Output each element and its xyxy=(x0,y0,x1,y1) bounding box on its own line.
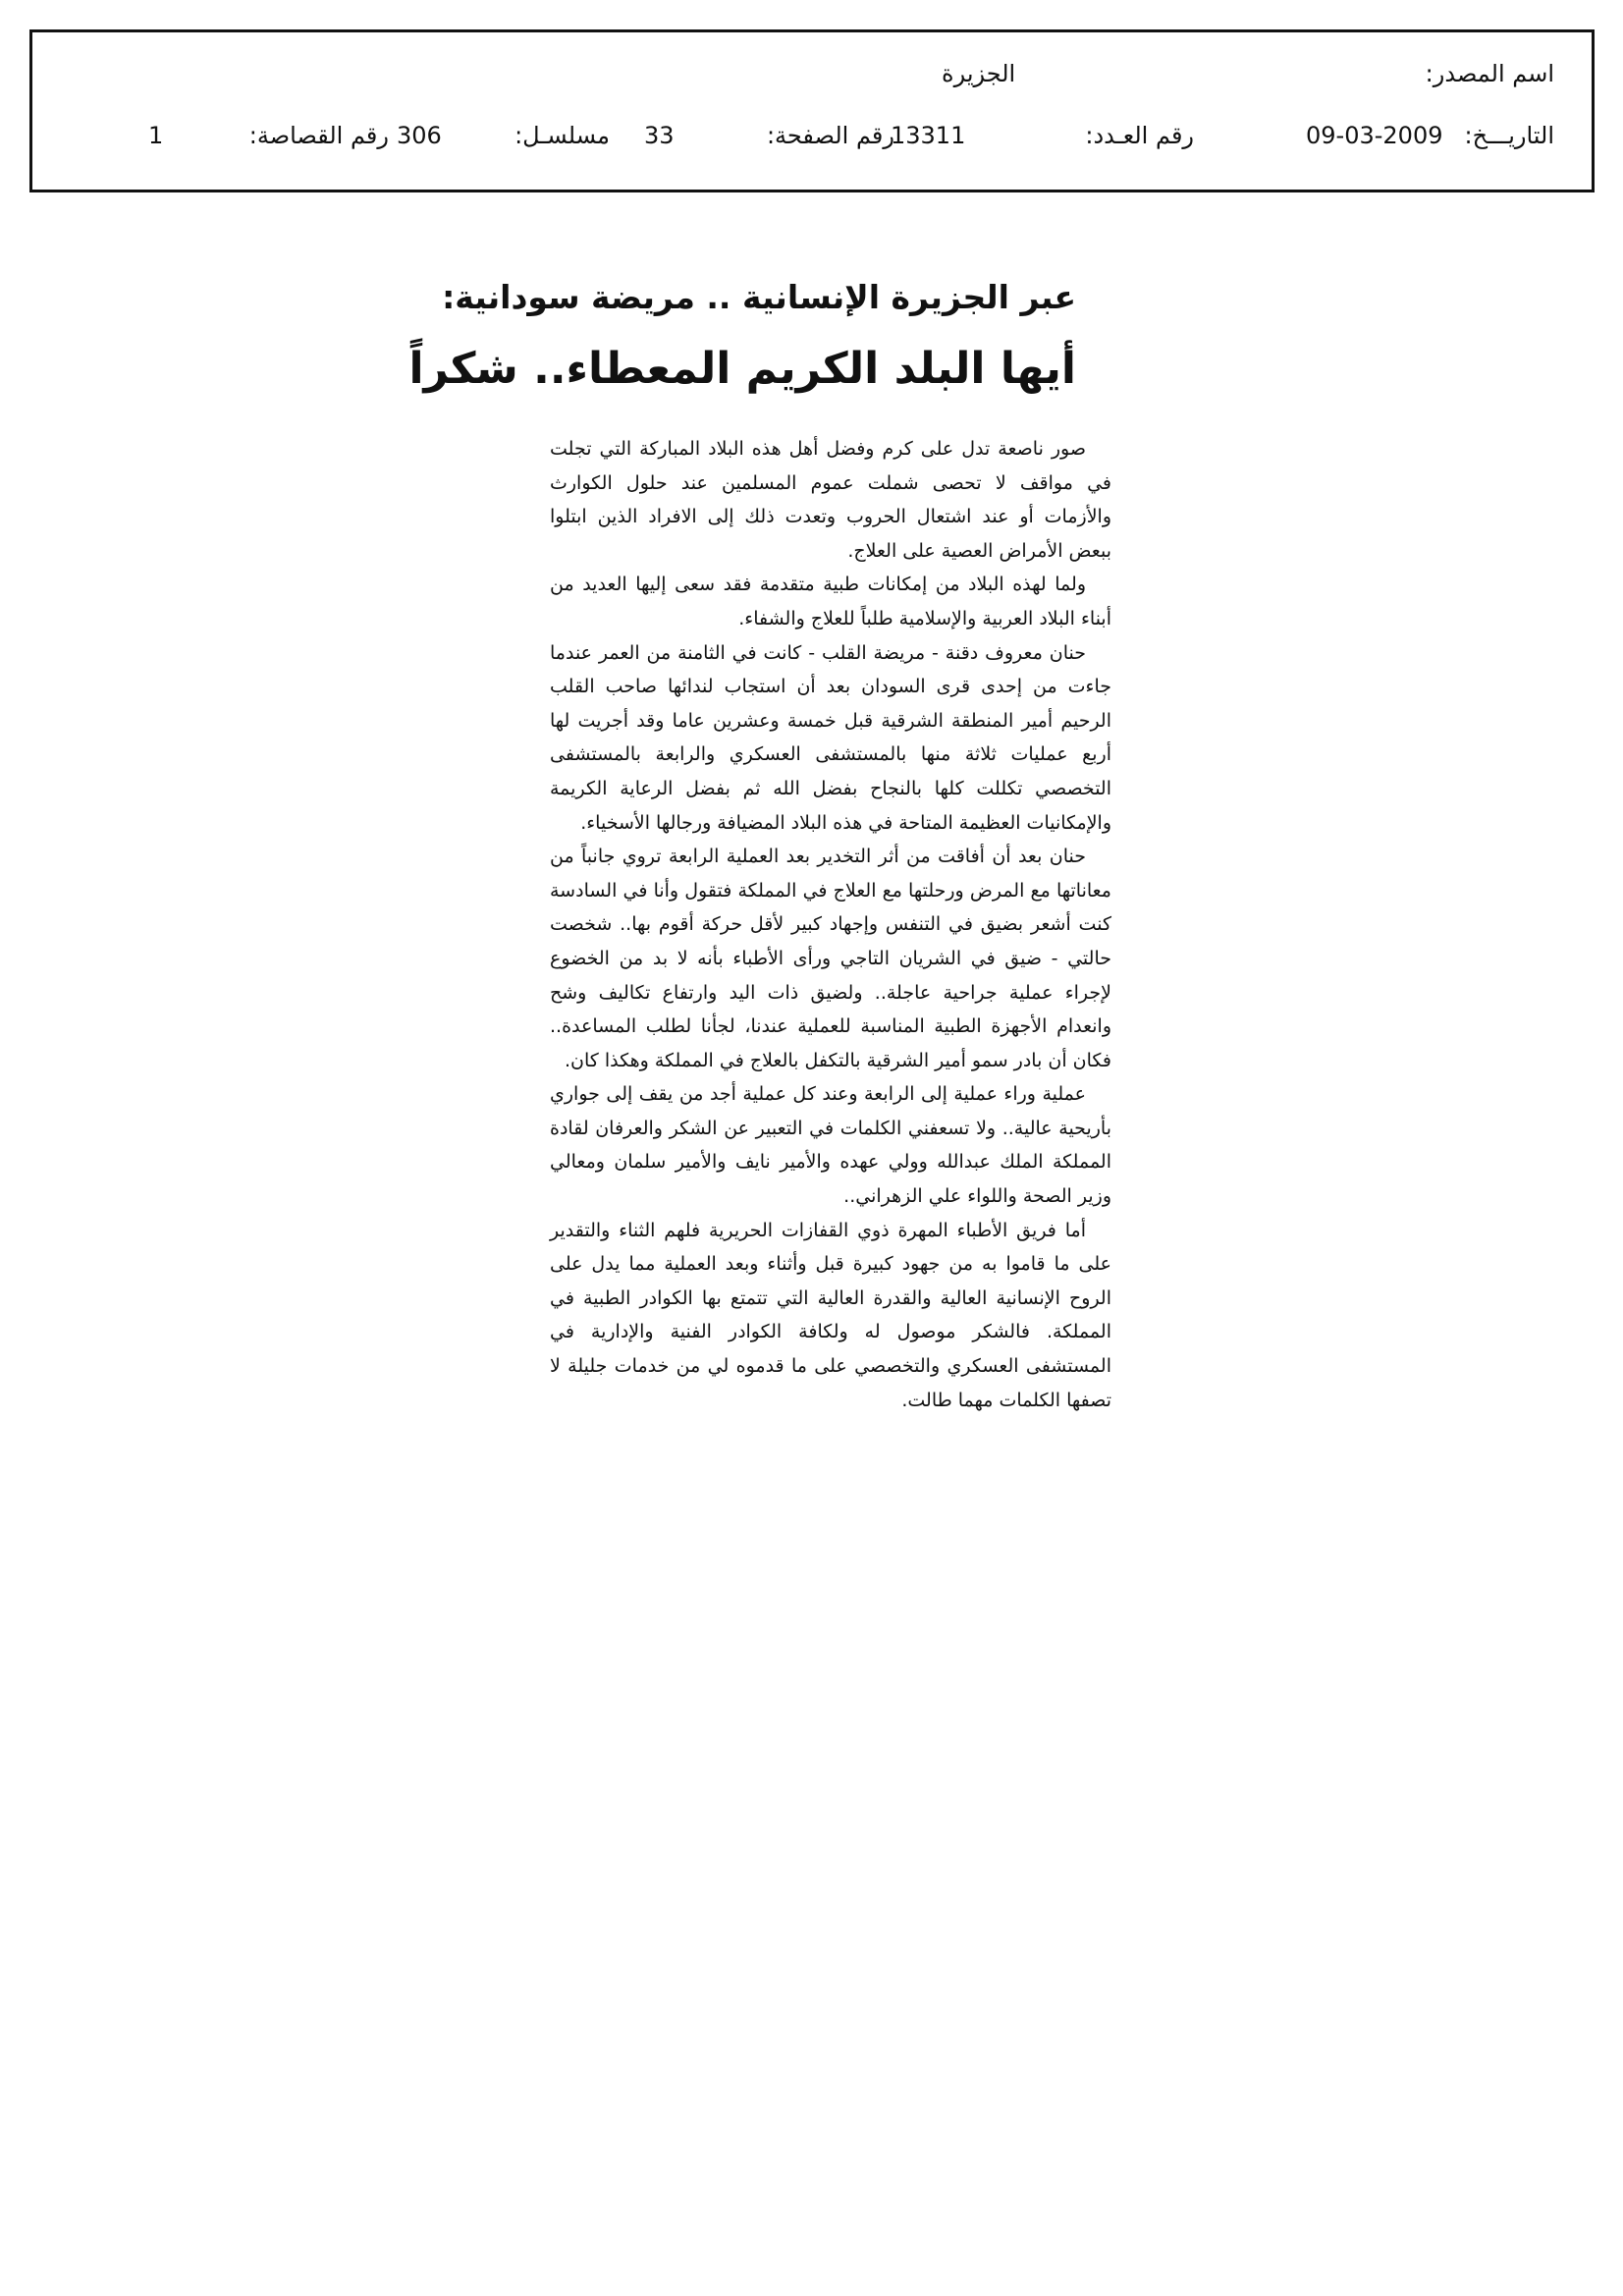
article-paragraph: حنان معروف دقنة - مريضة القلب - كانت في الثامنة من العمر عندما جاءت من إحدى قرى السودان بعد أن استجاب لندائها صاحب القلب الرحيم أمير المنطقة الشرقية قبل خمسة وعشرين عاما وقد أجريت لها أربع عمليات ثلاثة منها بالمستشفى العسكري والرابعة بالمستشفى التخصصي تكللت كلها بالنجاح بفضل الله ثم بفضل الرعاية الكريمة والإمكانيات العظيمة المتاحة في هذه البلاد المضيافة ورجالها الأسخياء. xyxy=(550,641,1111,834)
serial-value: 306 xyxy=(397,122,442,149)
date-value: 09-03-2009 xyxy=(1306,122,1443,149)
issue-value: 13311 xyxy=(891,122,966,149)
article-paragraph: ولما لهذه البلاد من إمكانات طبية متقدمة فقد سعى إليها العديد من أبناء البلاد العربية والإسلامية طلباً للعلاج والشفاء. xyxy=(550,574,1111,629)
source-value: الجزيرة xyxy=(942,60,1016,87)
article-body xyxy=(550,432,1111,1417)
clipping-value: 1 xyxy=(148,122,164,149)
clipping-label: رقم القصاصة: xyxy=(248,122,389,149)
clipping-metadata-box xyxy=(29,29,1595,192)
serial-label: مسلسـل: xyxy=(514,122,610,149)
article-paragraph: أما فريق الأطباء المهرة ذوي القفازات الحريرية فلهم الثناء والتقدير على ما قاموا به من جهود كبيرة قبل وأثناء وبعد العملية مما يدل على الروح الإنسانية العالية والقدرة العالية التي تتمتع بها الكوادر الطبية في المملكة. فالشكر موصول له ولكافة الكوادر الفنية والإدارية في المستشفى العسكري والتخصصي على ما قدموه لي من خدمات جليلة لا تصفها الكلمات مهما طالت. xyxy=(550,1219,1111,1411)
issue-label: رقم العـدد: xyxy=(1085,122,1194,149)
article-headline: أيها البلد الكريم المعطاء.. شكراً xyxy=(408,344,1076,394)
date-label: التاريـــخ: xyxy=(1464,122,1554,149)
article-paragraph: عملية وراء عملية إلى الرابعة وعند كل عملية أجد من يقف إلى جواري بأريحية عالية.. ولا تسعفني الكلمات في التعبير عن الشكر والعرفان لقادة المملكة الملك عبدالله وولي عهده والأمير نايف والأمير سلمان ومعالي وزير الصحة واللواء علي الزهراني.. xyxy=(550,1083,1111,1208)
source-label: اسم المصدر: xyxy=(1425,60,1554,87)
page-label: رقم الصفحة: xyxy=(766,122,894,149)
article-kicker: عبر الجزيرة الإنسانية .. مريضة سودانية: xyxy=(442,278,1076,316)
page-value: 33 xyxy=(644,122,675,149)
article-paragraph: حنان بعد أن أفاقت من أثر التخدير بعد العملية الرابعة تروي جانباً من معاناتها مع المرض ورحلتها مع العلاج في المملكة فتقول وأنا في السادسة كنت أشعر بضيق في التنفس وإجهاد كبير لأقل حركة أقوم بها.. شخصت حالتي - ضيق في الشريان التاجي ورأى الأطباء بأنه لا بد من الخضوع لإجراء عملية جراحية عاجلة.. ولضيق ذات اليد وارتفاع تكاليف وشح وانعدام الأجهزة الطبية المناسبة للعملية عندنا، لجأنا لطلب المساعدة.. فكان أن بادر سمو أمير الشرقية بالتكفل بالعلاج في المملكة وهكذا كان. xyxy=(550,846,1111,1071)
article-paragraph: صور ناصعة تدل على كرم وفضل أهل هذه البلاد المباركة التي تجلت في مواقف لا تحصى شملت عموم المسلمين عند حلول الكوارث والأزمات أو عند اشتعال الحروب وتعدت ذلك إلى الافراد الذين ابتلوا ببعض الأمراض العصية على العلاج. xyxy=(550,438,1111,562)
